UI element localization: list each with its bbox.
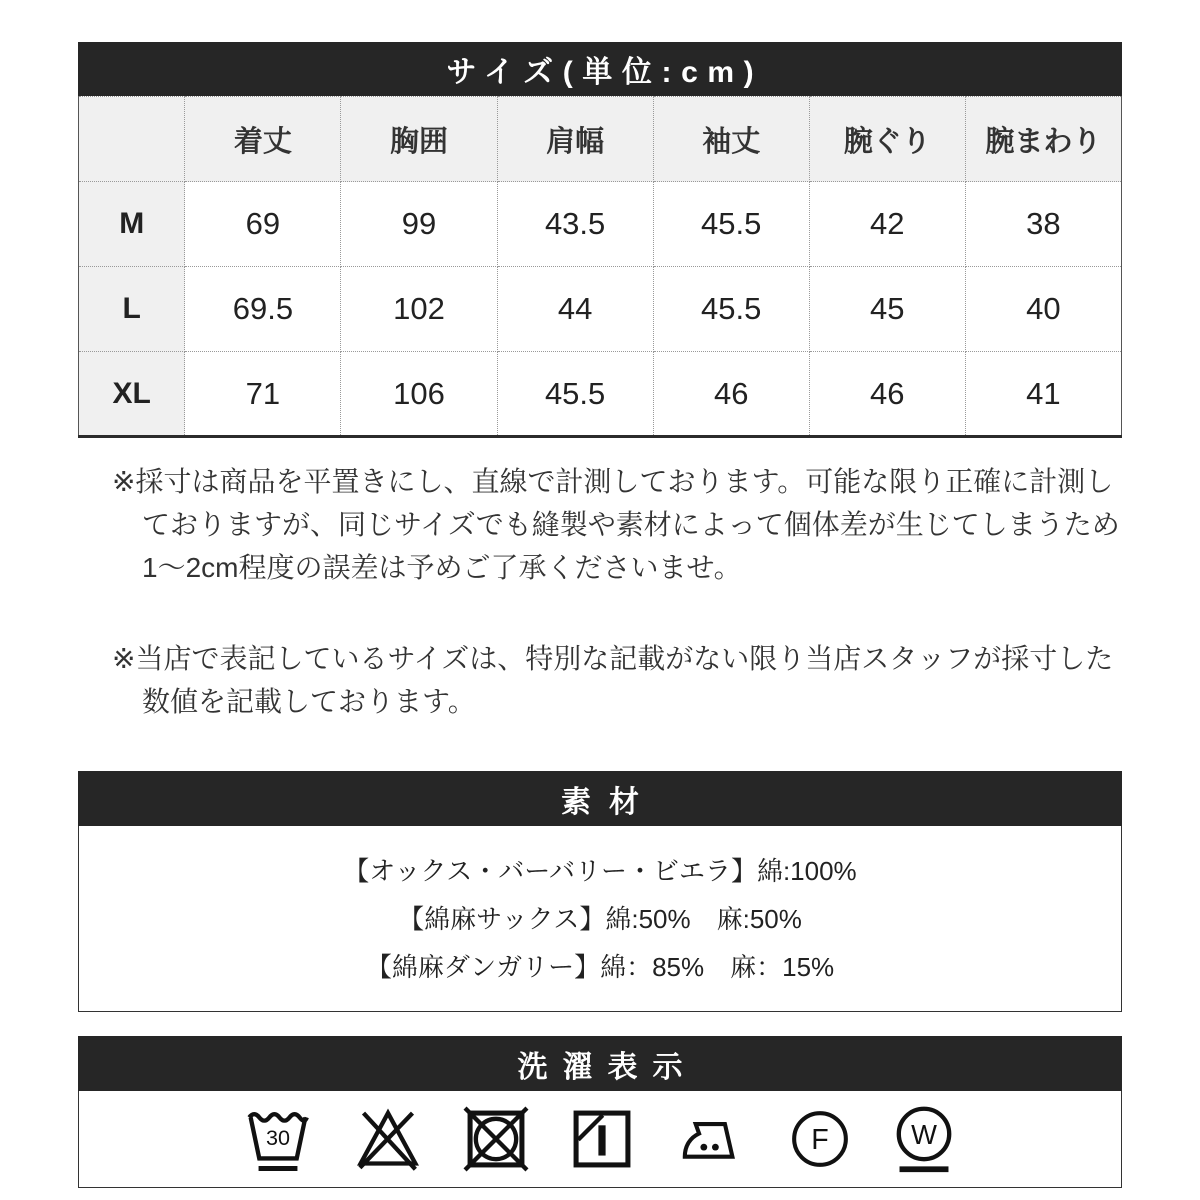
size-section (78, 42, 1122, 438)
cell-m-body-length: 69 (185, 182, 341, 267)
size-row-l (79, 267, 1122, 352)
size-table-header-row (79, 97, 1122, 182)
material-body (78, 826, 1122, 1012)
col-header-shoulder: 肩幅 (497, 97, 653, 182)
cell-l-arm-width: 40 (965, 267, 1121, 352)
row-label-m: M (79, 182, 185, 267)
row-label-xl: XL (79, 352, 185, 437)
line-dry-shade-icon (566, 1103, 638, 1175)
size-table (78, 96, 1122, 438)
cell-l-body-length: 69.5 (185, 267, 341, 352)
size-row-m (79, 182, 1122, 267)
size-row-xl (79, 352, 1122, 437)
cell-xl-chest: 106 (341, 352, 497, 437)
cell-l-chest: 102 (341, 267, 497, 352)
material-line-oxford: 【オックス・バーバリー・ビエラ】綿:100% (343, 855, 857, 886)
cell-m-armhole: 42 (809, 182, 965, 267)
col-header-chest: 胸囲 (341, 97, 497, 182)
col-header-arm-width: 腕まわり (965, 97, 1121, 182)
cell-m-chest: 99 (341, 182, 497, 267)
cell-xl-shoulder: 45.5 (497, 352, 653, 437)
cell-xl-body-length: 71 (185, 352, 341, 437)
col-header-body-length: 着丈 (185, 97, 341, 182)
note-line: 1〜2cm程度の誤差は予めご了承くださいませ。 (142, 552, 742, 583)
wash-30-icon (240, 1103, 316, 1175)
material-line-dungaree: 【綿麻ダンガリー】綿：85% 麻：15% (365, 951, 835, 982)
washing-title-bar: 洗濯表示 (78, 1036, 1122, 1091)
measurement-notes (112, 460, 1122, 723)
cell-xl-armhole: 46 (809, 352, 965, 437)
dry-clean-letter: F (811, 1124, 829, 1157)
note-line: ておりますが、同じサイズでも縫製や素材によって個体差が生じてしまうため (142, 509, 1120, 540)
cell-xl-sleeve: 46 (653, 352, 809, 437)
note-line: 数値を記載しております。 (142, 686, 476, 717)
cell-l-armhole: 45 (809, 267, 965, 352)
iron-medium-icon (672, 1105, 752, 1173)
material-title-bar: 素材 (78, 771, 1122, 826)
wet-clean-w-icon (888, 1103, 960, 1175)
do-not-bleach-icon (350, 1103, 426, 1175)
note-line: ※当店で表記しているサイズは、特別な記載がない限り当店スタッフが採寸した (112, 643, 1114, 674)
dry-clean-f-icon (786, 1105, 854, 1173)
wet-clean-letter: W (911, 1119, 937, 1151)
cell-l-shoulder: 44 (497, 267, 653, 352)
measurement-note-1 (112, 460, 1122, 589)
note-line: ※採寸は商品を平置きにし、直線で計測しております。可能な限り正確に計測し (112, 466, 1114, 497)
col-header-armhole: 腕ぐり (809, 97, 965, 182)
measurement-note-2 (112, 637, 1122, 723)
washing-symbols (78, 1091, 1122, 1188)
cell-m-arm-width: 38 (965, 182, 1121, 267)
washing-section (78, 1036, 1122, 1188)
material-line-sax: 【綿麻サックス】綿:50% 麻:50% (398, 903, 802, 934)
cell-l-sleeve: 45.5 (653, 267, 809, 352)
cell-m-sleeve: 45.5 (653, 182, 809, 267)
cell-xl-arm-width: 41 (965, 352, 1121, 437)
size-title-bar: サイズ(単位:cm) (78, 42, 1122, 96)
do-not-tumble-dry-icon (460, 1103, 532, 1175)
cell-m-shoulder: 43.5 (497, 182, 653, 267)
col-header-sleeve: 袖丈 (653, 97, 809, 182)
row-label-l: L (79, 267, 185, 352)
material-section (78, 771, 1122, 1012)
wash-temp-label: 30 (265, 1124, 291, 1150)
corner-cell (79, 97, 185, 182)
